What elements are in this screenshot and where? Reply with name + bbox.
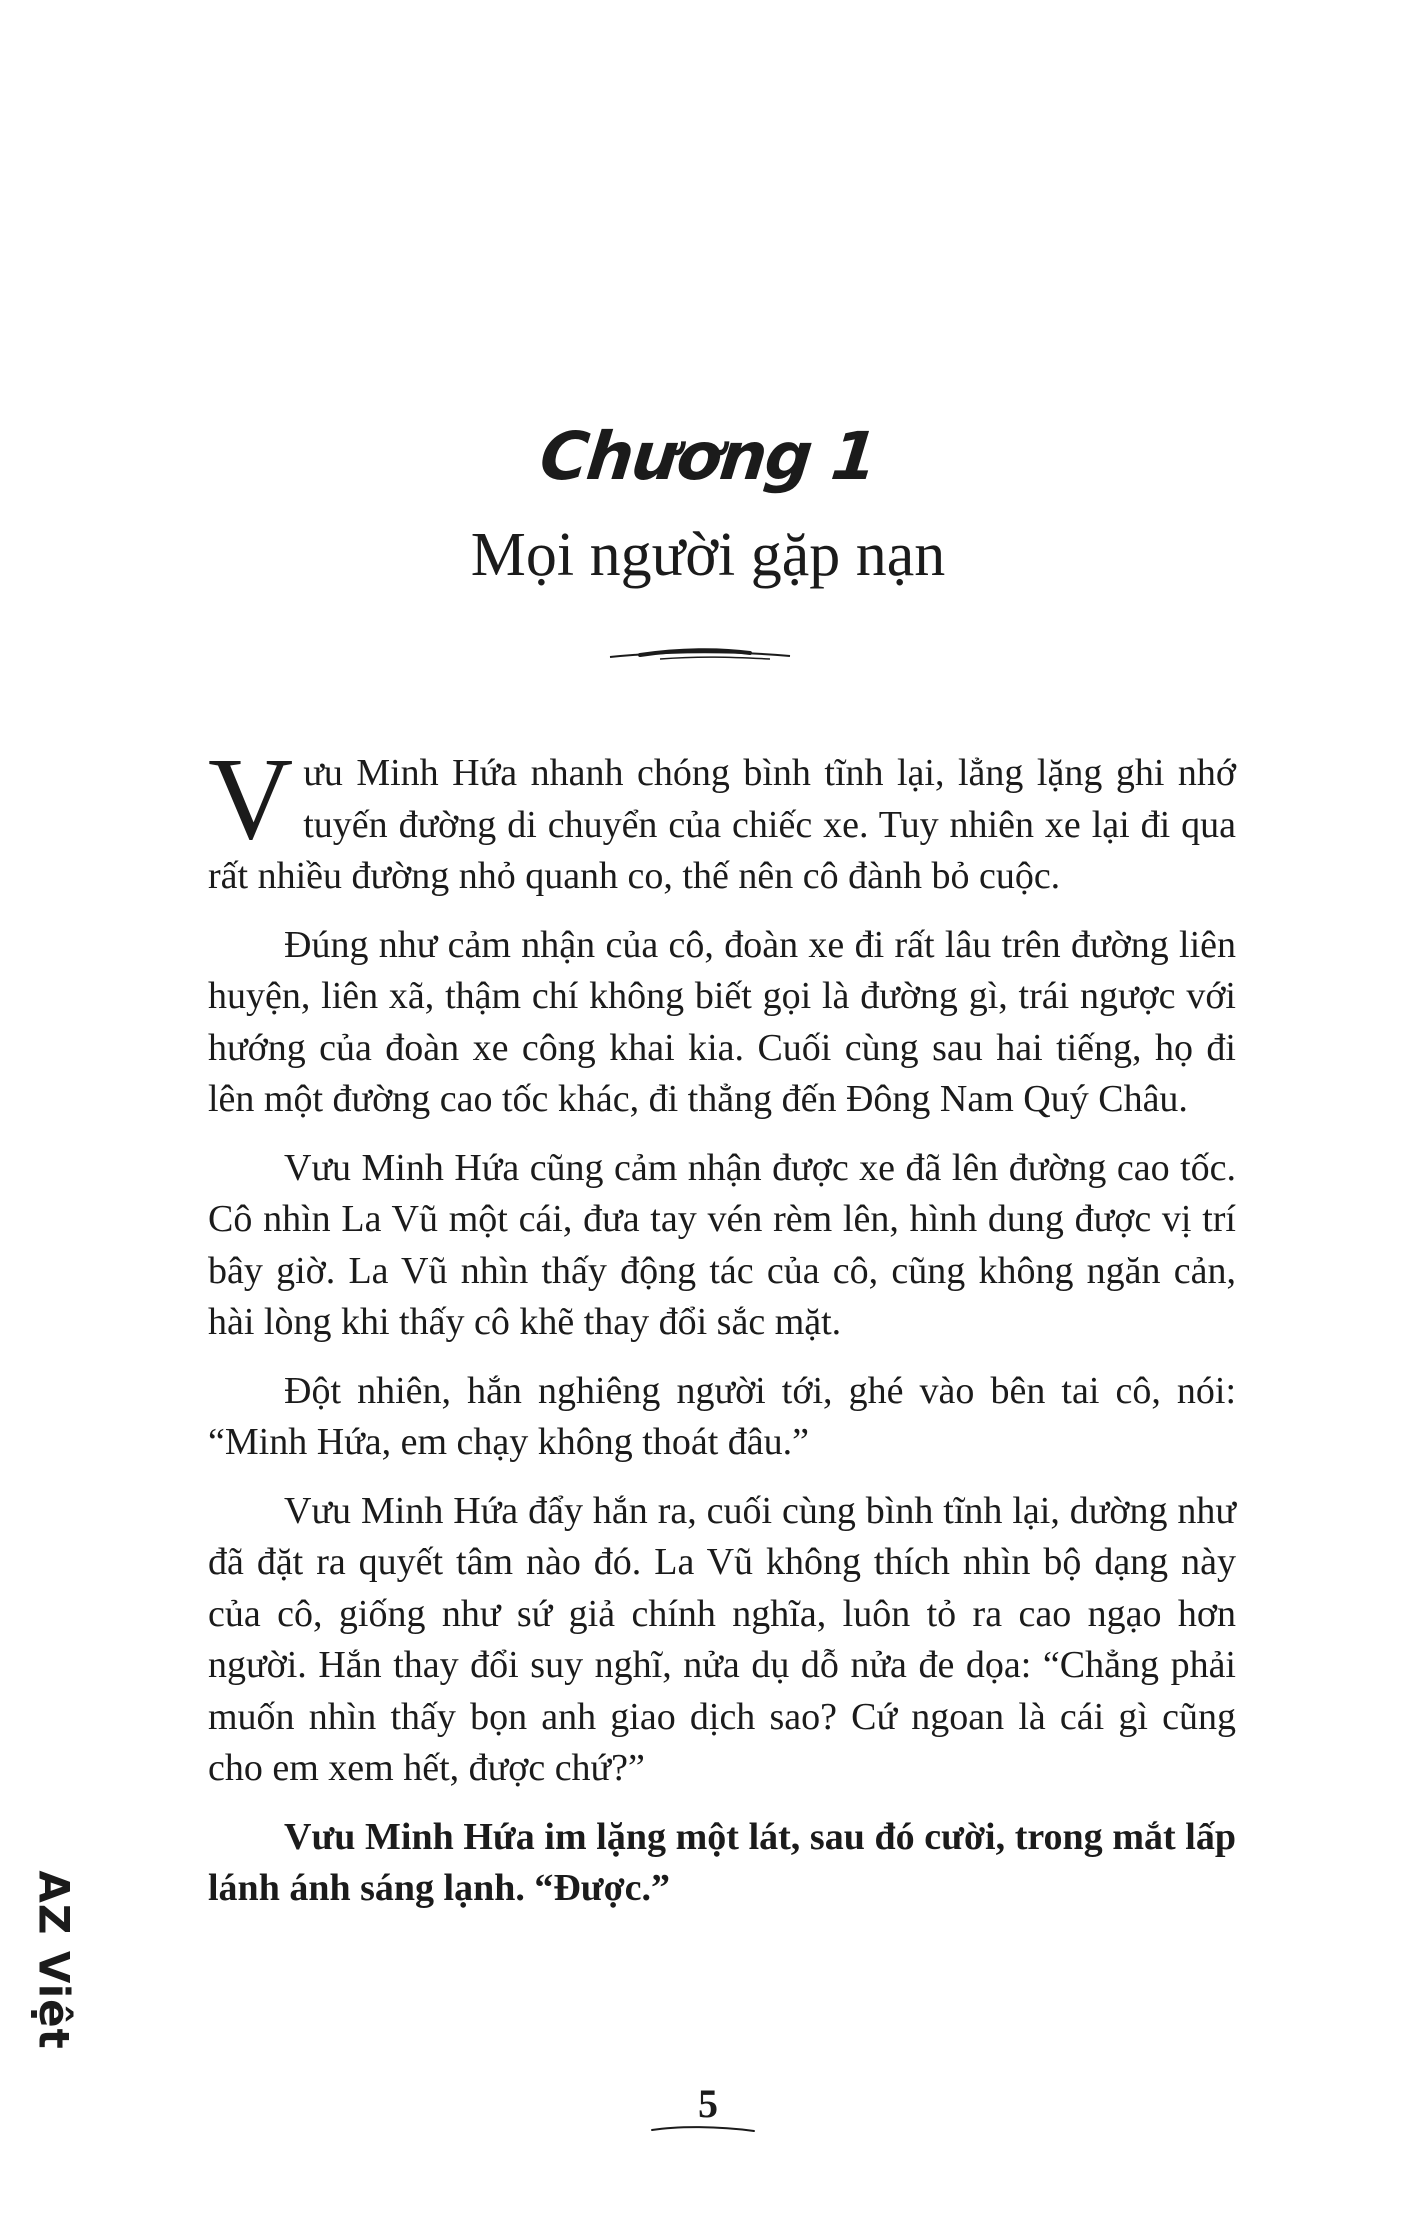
page-number-underline bbox=[648, 2122, 758, 2136]
paragraph: Vưu Minh Hứa im lặng một lát, sau đó cười, trong mắt lấp lánh ánh sáng lạnh. “Được.” bbox=[208, 1815, 1236, 1909]
chapter-divider-ornament bbox=[600, 640, 800, 670]
drop-cap: V bbox=[208, 733, 294, 864]
chapter-body bbox=[208, 733, 1236, 1932]
paragraph: Vưu Minh Hứa đẩy hắn ra, cuối cùng bình tĩnh lại, dường như đã đặt ra quyết tâm nào đó. La Vũ không thích nhìn bộ dạng này của cô, giống như sứ giả chính nghĩa, luôn tỏ ra cao ngạo hơn người. Hắn thay đổi suy nghĩ, nửa dụ dỗ nửa đe dọa: “Chẳng phải muốn nhìn thấy bọn anh giao dịch sao? Cứ ngoan là cái gì cũng cho em xem hết, được chứ?” bbox=[208, 1489, 1236, 1789]
paragraph bbox=[208, 733, 1236, 903]
chapter-title: Mọi người gặp nạn bbox=[470, 521, 946, 589]
page-number: 5 bbox=[698, 2081, 718, 2126]
paragraph: Đột nhiên, hắn nghiêng người tới, ghé vào bên tai cô, nói: “Minh Hứa, em chạy không thoát đâu.” bbox=[208, 1369, 1236, 1463]
publisher-logo-text: AZ Việt bbox=[29, 1870, 79, 2050]
publisher-logo bbox=[26, 1870, 82, 2050]
paragraph: Vưu Minh Hứa cũng cảm nhận được xe đã lên đường cao tốc. Cô nhìn La Vũ một cái, đưa tay vén rèm lên, hình dung được vị trí bây giờ. La Vũ nhìn thấy động tác của cô, cũng không ngăn cản, hài lòng khi thấy cô khẽ thay đổi sắc mặt. bbox=[208, 1146, 1236, 1343]
paragraph: Đúng như cảm nhận của cô, đoàn xe đi rất lâu trên đường liên huyện, liên xã, thậm chí không biết gọi là đường gì, trái ngược với hướng của đoàn xe công khai kia. Cuối cùng sau hai tiếng, họ đi lên một đường cao tốc khác, đi thẳng đến Đông Nam Quý Châu. bbox=[208, 923, 1236, 1120]
chapter-label: Chương 1 bbox=[536, 418, 880, 495]
paragraph-text: ưu Minh Hứa nhanh chóng bình tĩnh lại, lẳng lặng ghi nhớ tuyến đường di chuyển của chiếc xe. Tuy nhiên xe lại đi qua rất nhiều đường nhỏ quanh co, thế nên cô đành bỏ cuộc. bbox=[208, 752, 1236, 897]
